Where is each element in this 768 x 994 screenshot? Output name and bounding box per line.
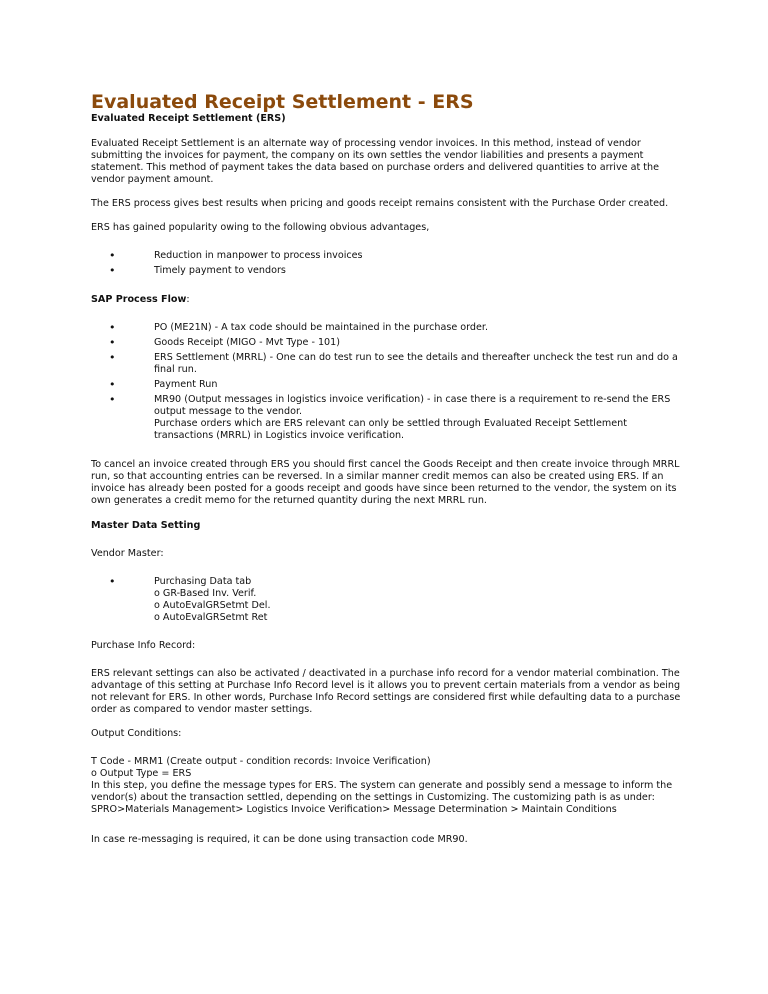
advantage-item: • Reduction in manpower to process invoices — [109, 250, 681, 262]
purchasing-data-tab: • Purchasing Data tab — [154, 576, 252, 587]
process-flow-item-mr90 — [109, 394, 681, 442]
process-flow-colon: : — [186, 294, 190, 305]
intro-paragraph: Evaluated Receipt Settlement is an alternate way of processing vendor invoices. In this method, instead of vendor submitting the invoices for payment, the company on its own settles the vendor liabilities and presents a payment statement. This method of payment takes the data based on purchase orders and delivered quantities to arrive at the vendor payment amount. — [91, 138, 660, 185]
customizing-path: SPRO>Materials Management> Logistics Invoice Verification> Message Determination > Maintain Conditions — [91, 804, 617, 815]
mr90-note: Purchase orders which are ERS relevant can only be settled through Evaluated Receipt Settlement transactions (MRRL) in Logistics invoice verification. — [154, 418, 627, 441]
process-flow-heading — [91, 294, 681, 306]
advantages-list — [91, 250, 681, 277]
document-subtitle: Evaluated Receipt Settlement (ERS) — [91, 113, 286, 124]
message-types-text: In this step, you define the message types for ERS. The system can generate and possibly send a message to inform the vendor(s) about the transaction settled, depending on the settings in Customizing. The customizing path is as under: — [91, 780, 673, 803]
output-conditions-label: Output Conditions: — [91, 728, 182, 739]
vendor-master-item — [109, 576, 681, 624]
best-results-paragraph: The ERS process gives best results when pricing and goods receipt remains consistent with the Purchase Order created. — [91, 198, 669, 209]
process-flow-item: • Payment Run — [109, 379, 681, 391]
vendor-master-list — [91, 576, 681, 624]
autoeval-grsetmt-del: o AutoEvalGRSetmt Del. — [154, 600, 271, 611]
document-content — [91, 91, 681, 858]
master-data-heading: Master Data Setting — [91, 520, 201, 531]
advantages-intro: ERS has gained popularity owing to the following obvious advantages, — [91, 222, 430, 233]
vendor-master-label: Vendor Master: — [91, 548, 164, 559]
process-flow-item: • ERS Settlement (MRRL) - One can do test run to see the details and thereafter uncheck the test run and do a final run. — [109, 352, 681, 376]
document-title: Evaluated Receipt Settlement - ERS — [91, 91, 474, 113]
advantage-item: • Timely payment to vendors — [109, 265, 681, 277]
output-type-line: o Output Type = ERS — [91, 768, 192, 779]
cancel-paragraph: To cancel an invoice created through ERS you should first cancel the Goods Receipt and then create invoice through MRRL run, so that accounting entries can be reversed. In a similar manner credit memos can also be created using ERS. If an invoice has already been posted for a goods receipt and goods have since been returned to the vendor, the system on its own generates a credit memo for the returned quantity during the next MRRL run. — [91, 459, 680, 506]
process-flow-list — [91, 322, 681, 442]
tcode-mrm1-line: T Code - MRM1 (Create output - condition records: Invoice Verification) — [91, 756, 431, 767]
mr90-line: • MR90 (Output messages in logistics invoice verification) - in case there is a requirement to re-send the ERS output message to the vendor. — [154, 394, 671, 417]
process-flow-item: • PO (ME21N) - A tax code should be maintained in the purchase order. — [109, 322, 681, 334]
remessaging-paragraph: In case re-messaging is required, it can be done using transaction code MR90. — [91, 834, 468, 845]
info-record-label: Purchase Info Record: — [91, 640, 196, 651]
autoeval-grsetmt-ret: o AutoEvalGRSetmt Ret — [154, 612, 268, 623]
gr-based-inv-verif: o GR-Based Inv. Verif. — [154, 588, 257, 599]
process-flow-heading-text: SAP Process Flow — [91, 294, 187, 305]
info-record-paragraph: ERS relevant settings can also be activated / deactivated in a purchase info record for a vendor material combination. The advantage of this setting at Purchase Info Record level is it allows you to prevent certain materials from a vendor as being not relevant for ERS. In other words, Purchase Info Record settings are considered first while defaulting data to a purchase order as compared to vendor master settings. — [91, 668, 681, 715]
output-conditions-block — [91, 756, 681, 816]
process-flow-item: • Goods Receipt (MIGO - Mvt Type - 101) — [109, 337, 681, 349]
